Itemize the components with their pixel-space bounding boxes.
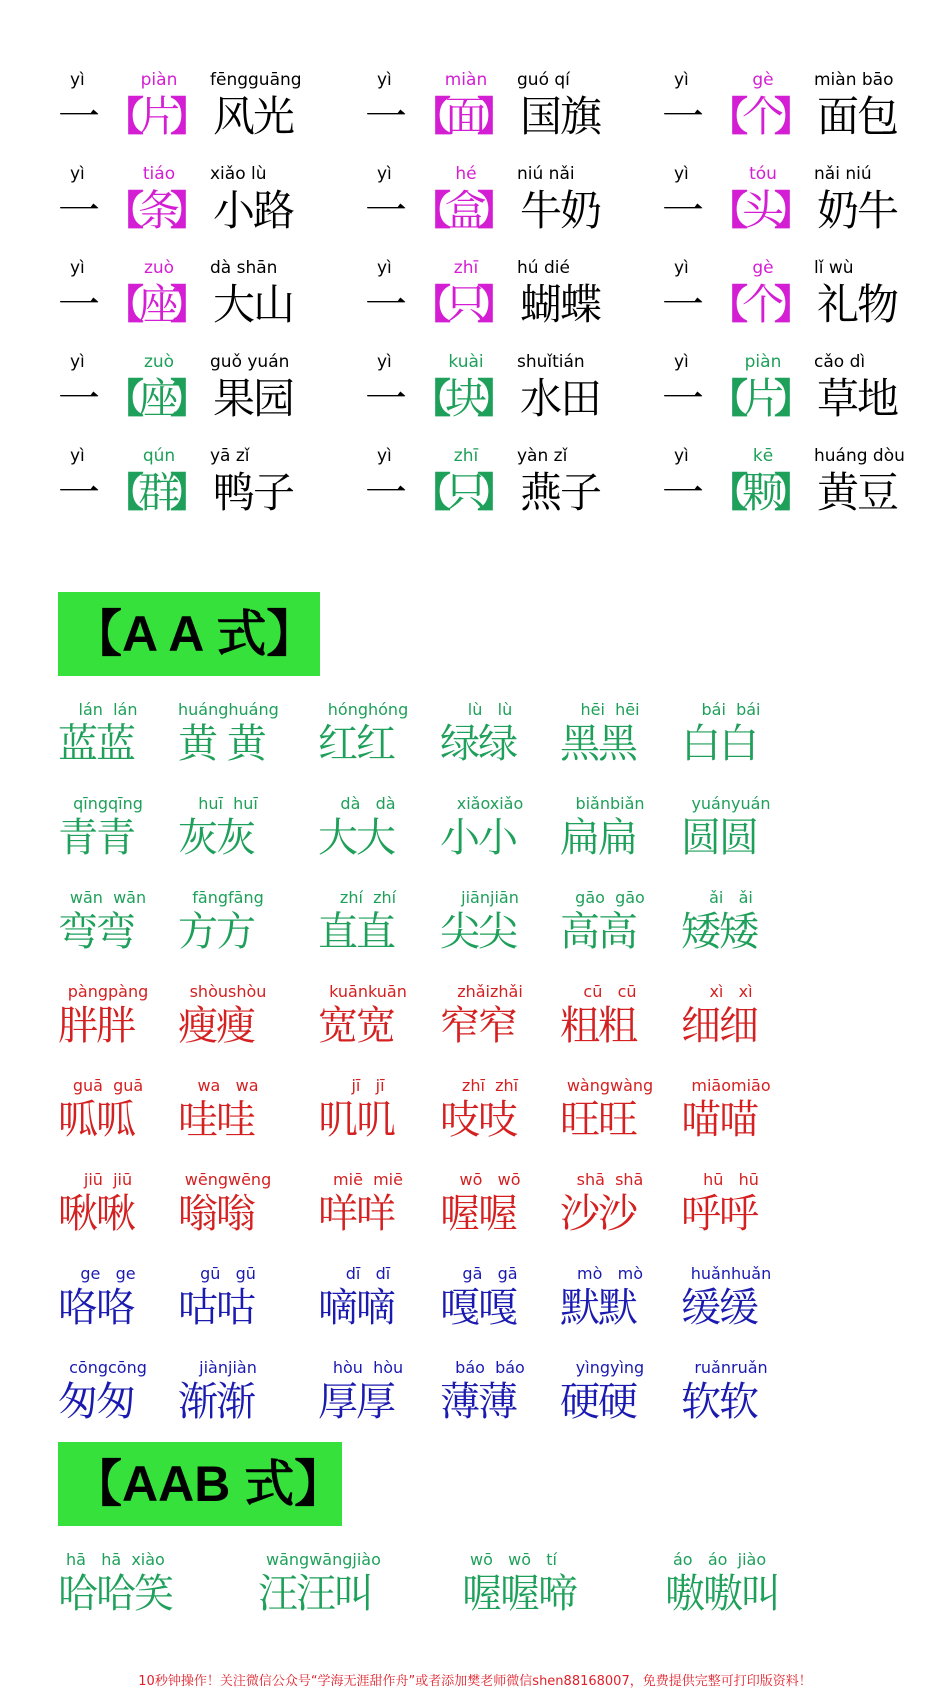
prefix-pinyin: yì — [377, 446, 392, 466]
right-bracket: 】 — [774, 94, 814, 140]
aa-word-pinyin: jiànjiàn — [199, 1358, 257, 1377]
aa-word-pinyin: guā guā — [72, 1076, 144, 1095]
aa-word — [440, 1170, 560, 1260]
prefix-char: 一 — [662, 92, 705, 141]
left-bracket: 【 — [708, 188, 748, 234]
noun-chars: 国旗 — [520, 92, 601, 141]
prefix-pinyin: yì — [674, 258, 689, 278]
noun-chars: 果园 — [213, 374, 294, 423]
noun-chars: 礼物 — [817, 280, 898, 329]
aa-word-chars: 瘦瘦 — [178, 1003, 254, 1049]
aa-word — [58, 1170, 178, 1260]
aa-word-pinyin: cū cū — [583, 982, 637, 1001]
measure-word-pinyin: piàn — [140, 70, 178, 90]
prefix-char: 一 — [58, 280, 101, 329]
measure-word-phrase — [58, 70, 358, 164]
aa-word — [681, 982, 801, 1072]
prefix-pinyin: yì — [674, 352, 689, 372]
aa-word-pinyin: báo báo — [455, 1358, 525, 1377]
aa-word-pinyin: hòu hòu — [332, 1358, 404, 1377]
aa-word-pinyin: miāomiāo — [691, 1076, 771, 1095]
measure-word-phrase — [365, 352, 665, 446]
prefix-pinyin: yì — [674, 164, 689, 184]
left-bracket: 【 — [104, 282, 144, 328]
aa-word-pinyin: shā shā — [576, 1170, 644, 1189]
measure-word-pinyin: zuò — [143, 258, 175, 278]
aa-word-pinyin: gāo gāo — [575, 888, 645, 907]
noun-pinyin: fēngguāng — [210, 70, 302, 90]
aab-word-chars: 嗷嗷叫 — [665, 1571, 779, 1617]
left-bracket: 【 — [104, 94, 144, 140]
measure-word-char: 群 — [138, 468, 181, 517]
prefix-pinyin: yì — [70, 352, 85, 372]
measure-word-char: 条 — [138, 186, 181, 235]
noun-chars: 草地 — [817, 374, 898, 423]
measure-word-phrase — [58, 446, 358, 540]
aa-word-pinyin: wān wān — [69, 888, 147, 907]
aa-word-chars: 青青 — [58, 815, 134, 861]
measure-word-char: 片 — [138, 92, 181, 141]
measure-word-pinyin: kē — [752, 446, 774, 466]
prefix-char: 一 — [365, 374, 408, 423]
measure-word-char: 座 — [138, 280, 181, 329]
aa-word-pinyin: miē miē — [333, 1170, 403, 1189]
right-bracket: 】 — [170, 376, 210, 422]
noun-pinyin: yā zǐ — [210, 446, 250, 466]
left-bracket: 【 — [411, 376, 451, 422]
aa-word — [318, 982, 438, 1072]
prefix-char: 一 — [365, 468, 408, 517]
aa-word — [318, 1076, 438, 1166]
aa-word-chars: 尖尖 — [440, 909, 516, 955]
prefix-pinyin: yì — [70, 70, 85, 90]
noun-chars: 燕子 — [520, 468, 601, 517]
aa-word-chars: 扁扁 — [560, 815, 636, 861]
aab-word-pinyin: hā hā xiào — [66, 1550, 165, 1569]
prefix-char: 一 — [58, 186, 101, 235]
aa-word-chars: 红红 — [318, 721, 394, 767]
measure-word-char: 颗 — [742, 468, 785, 517]
aa-word — [681, 794, 801, 884]
aa-word — [440, 982, 560, 1072]
measure-word-pinyin: gè — [752, 70, 774, 90]
aab-word-pinyin: wō wō tí — [470, 1550, 557, 1569]
measure-word-pinyin: zuò — [143, 352, 175, 372]
aa-word — [318, 1170, 438, 1260]
aa-word — [178, 1076, 298, 1166]
aa-word-pinyin: yuányuán — [691, 794, 771, 813]
aa-word-pinyin: gū gū — [200, 1264, 256, 1283]
right-bracket: 】 — [477, 94, 517, 140]
aa-word-pinyin: jī jī — [351, 1076, 385, 1095]
noun-chars: 牛奶 — [520, 186, 601, 235]
aa-word-chars: 嘀嘀 — [318, 1285, 394, 1331]
prefix-pinyin: yì — [377, 164, 392, 184]
aa-word-pinyin: dà dà — [340, 794, 396, 813]
aa-word-pinyin: huǎnhuǎn — [690, 1264, 772, 1283]
measure-word-char: 只 — [445, 468, 488, 517]
aa-word — [178, 1358, 298, 1448]
measure-word-phrase — [662, 352, 950, 446]
right-bracket: 】 — [477, 470, 517, 516]
aa-word-pinyin: huánghuáng — [178, 700, 279, 719]
aa-word-chars: 渐渐 — [178, 1379, 254, 1425]
aab-word-chars: 哈哈笑 — [58, 1571, 172, 1617]
noun-pinyin: nǎi niú — [814, 164, 872, 184]
aa-word — [560, 1358, 680, 1448]
aa-word-pinyin: jiānjiān — [461, 888, 519, 907]
measure-word-char: 只 — [445, 280, 488, 329]
noun-pinyin: lǐ wù — [814, 258, 854, 278]
measure-word-phrase — [365, 258, 665, 352]
measure-word-phrase — [58, 258, 358, 352]
aa-word — [560, 700, 680, 790]
noun-chars: 大山 — [213, 280, 294, 329]
measure-word-char: 个 — [742, 280, 785, 329]
prefix-pinyin: yì — [70, 446, 85, 466]
aa-word — [560, 982, 680, 1072]
aa-word-chars: 叽叽 — [318, 1097, 394, 1143]
aa-word-pinyin: zhǎizhǎi — [457, 982, 523, 1001]
left-bracket: 【 — [708, 376, 748, 422]
aa-word-pinyin: fāngfāng — [192, 888, 264, 907]
measure-word-char: 面 — [445, 92, 488, 141]
right-bracket: 】 — [170, 94, 210, 140]
aa-word — [178, 700, 298, 790]
aa-word-chars: 呱呱 — [58, 1097, 134, 1143]
measure-word-phrase — [365, 164, 665, 258]
aa-word-chars: 粗粗 — [560, 1003, 636, 1049]
aab-word-chars: 汪汪叫 — [258, 1571, 372, 1617]
aa-word — [318, 1358, 438, 1448]
aa-word-chars: 大大 — [318, 815, 394, 861]
aa-word-chars: 沙沙 — [560, 1191, 636, 1237]
aab-word — [58, 1550, 258, 1640]
aa-word-chars: 蓝蓝 — [58, 721, 134, 767]
aa-word-chars: 咩咩 — [318, 1191, 394, 1237]
aa-word — [560, 1170, 680, 1260]
aab-word — [462, 1550, 662, 1640]
aa-word-chars: 吱吱 — [440, 1097, 516, 1143]
aa-word-chars: 灰灰 — [178, 815, 254, 861]
aa-word-pinyin: cōngcōng — [69, 1358, 147, 1377]
left-bracket: 【 — [708, 282, 748, 328]
aa-word-pinyin: lù lù — [467, 700, 513, 719]
aa-word — [178, 794, 298, 884]
footer-notice: 10秒钟操作！关注微信公众号“学海无涯甜作舟”或者添加樊老师微信shen88168007，免费提供完整可打印版资料！ — [138, 1674, 812, 1689]
noun-chars: 小路 — [213, 186, 294, 235]
aa-word-pinyin: qīngqīng — [73, 794, 143, 813]
prefix-pinyin: yì — [70, 258, 85, 278]
prefix-pinyin: yì — [377, 70, 392, 90]
aa-word-pinyin: zhī zhī — [461, 1076, 519, 1095]
aa-word — [681, 888, 801, 978]
noun-chars: 风光 — [213, 92, 294, 141]
measure-word-pinyin: zhī — [453, 258, 479, 278]
prefix-char: 一 — [365, 280, 408, 329]
aa-word-chars: 胖胖 — [58, 1003, 134, 1049]
prefix-char: 一 — [662, 280, 705, 329]
aa-word — [440, 888, 560, 978]
measure-word-pinyin: kuài — [448, 352, 484, 372]
aa-word — [58, 982, 178, 1072]
aa-word-pinyin: zhí zhí — [339, 888, 397, 907]
aa-word — [681, 1264, 801, 1354]
prefix-pinyin: yì — [377, 258, 392, 278]
right-bracket: 】 — [774, 188, 814, 234]
aa-word — [178, 888, 298, 978]
aab-word — [258, 1550, 458, 1640]
aa-word-chars: 黑黑 — [560, 721, 636, 767]
aa-word-chars: 嘎嘎 — [440, 1285, 516, 1331]
aa-word-chars: 绿绿 — [440, 721, 516, 767]
prefix-pinyin: yì — [70, 164, 85, 184]
left-bracket: 【 — [411, 94, 451, 140]
right-bracket: 】 — [477, 188, 517, 234]
aa-word-chars: 弯弯 — [58, 909, 134, 955]
aa-word-pinyin: wēngwēng — [184, 1170, 272, 1189]
aa-word-chars: 哇哇 — [178, 1097, 254, 1143]
noun-chars: 鸭子 — [213, 468, 294, 517]
aa-word-chars: 黄 黄 — [178, 721, 265, 767]
right-bracket: 】 — [170, 188, 210, 234]
aa-word-pinyin: bái bái — [701, 700, 761, 719]
aa-word-chars: 旺旺 — [560, 1097, 636, 1143]
measure-word-pinyin: miàn — [444, 70, 488, 90]
aa-word-chars: 喔喔 — [440, 1191, 516, 1237]
aa-word-pinyin: ruǎnruǎn — [694, 1358, 768, 1377]
aa-word-chars: 方方 — [178, 909, 254, 955]
aa-word-chars: 小小 — [440, 815, 516, 861]
aa-word-chars: 高高 — [560, 909, 636, 955]
noun-pinyin: niú nǎi — [517, 164, 575, 184]
aa-word — [560, 794, 680, 884]
measure-word-phrase — [365, 70, 665, 164]
aa-word-chars: 默默 — [560, 1285, 636, 1331]
measure-word-pinyin: gè — [752, 258, 774, 278]
aa-word-pinyin: lán lán — [78, 700, 138, 719]
right-bracket: 】 — [477, 282, 517, 328]
measure-word-char: 座 — [138, 374, 181, 423]
aa-word-chars: 咕咕 — [178, 1285, 254, 1331]
right-bracket: 】 — [774, 470, 814, 516]
left-bracket: 【 — [104, 470, 144, 516]
aa-word — [58, 1076, 178, 1166]
aa-word-chars: 直直 — [318, 909, 394, 955]
measure-word-phrase — [58, 352, 358, 446]
left-bracket: 【 — [411, 282, 451, 328]
prefix-pinyin: yì — [674, 446, 689, 466]
aa-word-pinyin: dī dī — [345, 1264, 391, 1283]
noun-pinyin: yàn zǐ — [517, 446, 568, 466]
left-bracket: 【 — [708, 94, 748, 140]
aa-word — [440, 1076, 560, 1166]
measure-word-char: 头 — [742, 186, 785, 235]
aa-word — [58, 1264, 178, 1354]
aa-word-pinyin: yìngyìng — [575, 1358, 645, 1377]
aa-word-chars: 圆圆 — [681, 815, 757, 861]
aab-word-pinyin: wāngwāngjiào — [266, 1550, 381, 1569]
noun-chars: 奶牛 — [817, 186, 898, 235]
aa-word-pinyin: hēi hēi — [580, 700, 640, 719]
left-bracket: 【 — [104, 188, 144, 234]
right-bracket: 】 — [170, 282, 210, 328]
measure-word-pinyin: tiáo — [142, 164, 176, 184]
aa-word — [681, 1170, 801, 1260]
aa-word — [440, 1264, 560, 1354]
aa-word-chars: 宽宽 — [318, 1003, 394, 1049]
prefix-pinyin: yì — [377, 352, 392, 372]
aa-word — [440, 700, 560, 790]
aa-word-chars: 嗡嗡 — [178, 1191, 254, 1237]
aa-word-chars: 呼呼 — [681, 1191, 757, 1237]
left-bracket: 【 — [411, 188, 451, 234]
prefix-pinyin: yì — [674, 70, 689, 90]
aa-word — [178, 1264, 298, 1354]
measure-word-pinyin: zhī — [453, 446, 479, 466]
aa-word-chars: 窄窄 — [440, 1003, 516, 1049]
aa-word — [560, 1264, 680, 1354]
noun-chars: 面包 — [817, 92, 898, 141]
prefix-char: 一 — [365, 92, 408, 141]
aa-word — [681, 700, 801, 790]
aa-word-chars: 喵喵 — [681, 1097, 757, 1143]
measure-word-char: 盒 — [445, 186, 488, 235]
noun-pinyin: hú dié — [517, 258, 570, 278]
aa-word-pinyin: hū hū — [703, 1170, 759, 1189]
aab-word-chars: 喔喔啼 — [462, 1571, 576, 1617]
aa-word-pinyin: jiū jiū — [83, 1170, 133, 1189]
prefix-char: 一 — [662, 186, 705, 235]
noun-pinyin: miàn bāo — [814, 70, 894, 90]
right-bracket: 】 — [477, 376, 517, 422]
aa-word-pinyin: gā gā — [462, 1264, 518, 1283]
aa-word-pinyin: ge ge — [80, 1264, 136, 1283]
measure-word-pinyin: tóu — [749, 164, 777, 184]
aa-word — [318, 700, 438, 790]
noun-pinyin: shuǐtián — [517, 352, 585, 372]
left-bracket: 【 — [708, 470, 748, 516]
noun-pinyin: guǒ yuán — [210, 352, 290, 372]
prefix-char: 一 — [58, 468, 101, 517]
aa-word-pinyin: pàngpàng — [67, 982, 149, 1001]
noun-chars: 水田 — [520, 374, 601, 423]
aa-word-chars: 硬硬 — [560, 1379, 636, 1425]
prefix-char: 一 — [58, 374, 101, 423]
aab-word-pinyin: áo áo jiào — [673, 1550, 767, 1569]
aa-word-chars: 软软 — [681, 1379, 757, 1425]
prefix-char: 一 — [58, 92, 101, 141]
aab-section-title: 【AAB 式】 — [58, 1442, 342, 1526]
aa-section-title: 【A A 式】 — [58, 592, 320, 676]
aa-word-pinyin: biǎnbiǎn — [575, 794, 645, 813]
aa-word-pinyin: wō wō — [459, 1170, 521, 1189]
measure-word-phrase — [662, 70, 950, 164]
measure-word-char: 片 — [742, 374, 785, 423]
measure-word-phrase — [662, 446, 950, 540]
aa-word-pinyin: shòushòu — [189, 982, 267, 1001]
aa-word — [318, 1264, 438, 1354]
aa-word-chars: 咯咯 — [58, 1285, 134, 1331]
measure-word-pinyin: qún — [142, 446, 176, 466]
right-bracket: 】 — [170, 470, 210, 516]
aa-word-pinyin: kuānkuān — [329, 982, 407, 1001]
aa-word-chars: 白白 — [681, 721, 757, 767]
measure-word-phrase — [58, 164, 358, 258]
noun-pinyin: cǎo dì — [814, 352, 866, 372]
aa-word — [178, 982, 298, 1072]
aa-word-pinyin: hónghóng — [327, 700, 409, 719]
prefix-char: 一 — [662, 374, 705, 423]
measure-word-phrase — [662, 164, 950, 258]
aa-word-pinyin: ǎi ǎi — [709, 888, 753, 907]
noun-chars: 蝴蝶 — [520, 280, 601, 329]
left-bracket: 【 — [104, 376, 144, 422]
measure-word-pinyin: piàn — [744, 352, 782, 372]
aa-word-chars: 薄薄 — [440, 1379, 516, 1425]
aa-word-pinyin: xiǎoxiǎo — [456, 794, 524, 813]
measure-word-phrase — [662, 258, 950, 352]
prefix-char: 一 — [662, 468, 705, 517]
aa-word-pinyin: huī huī — [198, 794, 258, 813]
right-bracket: 】 — [774, 376, 814, 422]
aa-word-pinyin: xì xì — [709, 982, 753, 1001]
right-bracket: 】 — [774, 282, 814, 328]
left-bracket: 【 — [411, 470, 451, 516]
aa-word-chars: 啾啾 — [58, 1191, 134, 1237]
measure-word-char: 块 — [445, 374, 488, 423]
measure-word-char: 个 — [742, 92, 785, 141]
prefix-char: 一 — [365, 186, 408, 235]
aa-word-pinyin: mò mò — [576, 1264, 643, 1283]
aa-word — [318, 888, 438, 978]
aa-word-pinyin: wàngwàng — [566, 1076, 654, 1095]
noun-pinyin: xiǎo lù — [210, 164, 267, 184]
aa-word-pinyin: wa wa — [197, 1076, 259, 1095]
aa-word — [58, 700, 178, 790]
aa-word — [681, 1076, 801, 1166]
aa-word-chars: 缓缓 — [681, 1285, 757, 1331]
aa-word-chars: 厚厚 — [318, 1379, 394, 1425]
aa-word — [560, 888, 680, 978]
noun-pinyin: huáng dòu — [814, 446, 905, 466]
aa-word-chars: 矮矮 — [681, 909, 757, 955]
aa-word-chars: 匆匆 — [58, 1379, 134, 1425]
aab-word — [665, 1550, 865, 1640]
measure-word-phrase — [365, 446, 665, 540]
aa-word — [318, 794, 438, 884]
aa-word — [560, 1076, 680, 1166]
aa-word — [681, 1358, 801, 1448]
aa-word-chars: 细细 — [681, 1003, 757, 1049]
aa-word — [58, 794, 178, 884]
aa-word — [58, 1358, 178, 1448]
aa-word — [178, 1170, 298, 1260]
noun-pinyin: dà shān — [210, 258, 278, 278]
noun-chars: 黄豆 — [817, 468, 898, 517]
noun-pinyin: guó qí — [517, 70, 570, 90]
measure-word-pinyin: hé — [455, 164, 477, 184]
aa-word — [58, 888, 178, 978]
aa-word — [440, 794, 560, 884]
aa-word — [440, 1358, 560, 1448]
